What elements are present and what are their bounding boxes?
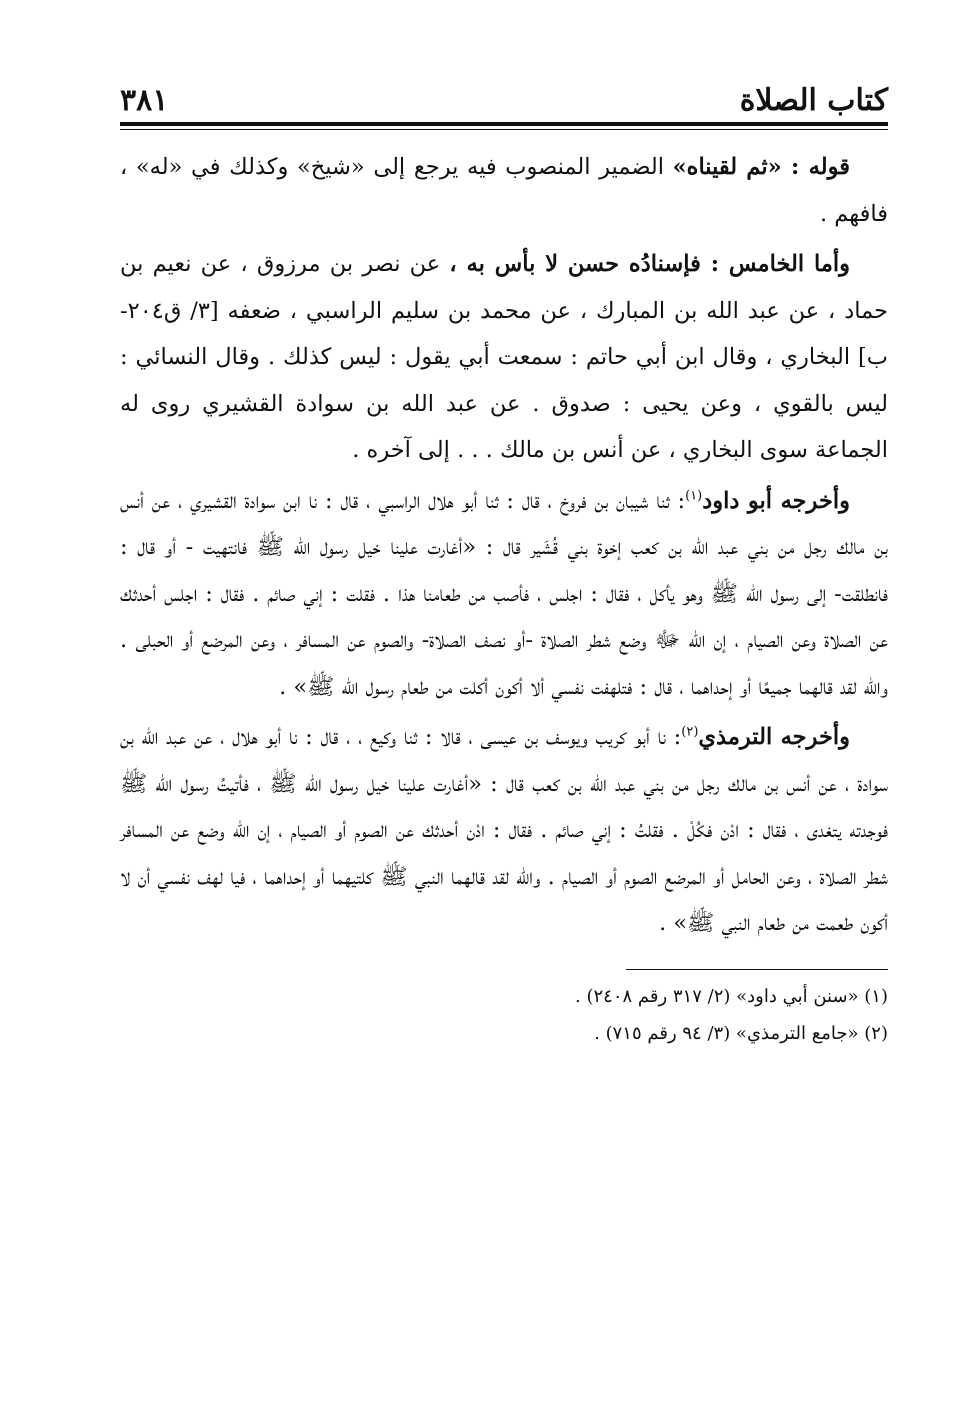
paragraph-lead: وأخرجه أبو داود [702, 487, 850, 514]
footnote-2: (٢) «جامع الترمذي» (٣/ ٩٤ رقم ٧١٥) . [594, 1022, 888, 1044]
paragraph-lead: وأخرجه الترمذي [698, 724, 850, 750]
footnote-ref-2[interactable]: (٢) [681, 724, 699, 740]
paragraph-text: : نا أبو كريب ويوسف بن عيسى ، قالا : ثنا وكيع ، ، قال : نا أبو هلال ، عن عبد الله بن سوادة ، عن أنس بن مالك رجل من بني عبد الله بن كعب قال : «أغارت علينا خيل رسول الله ﷺ ، فأتيتُ رسول الله ﷺ فوجدته يتغدى ، فقال : ادْن فكُلْ . فقلتُ : إني صائم . فقال : ادْن أحدثك عن الصوم أو الصيام ، إن الله وضع عن المسافر شطر الصلاة ، وعن الحامل أو المرضع الصوم أو الصيام . والله لقد قالهما النبي ﷺ كلتيهما أو إحداهما ، فيا لهف نفسي أن لا أكون طعمت من طعام النبي ﷺ» . [120, 724, 888, 936]
footnote-ref-1[interactable]: (١) [685, 488, 703, 503]
page-number: ٣٨١ [120, 83, 169, 118]
paragraph-4 [120, 714, 888, 947]
main-text [120, 144, 888, 947]
paragraph-2 [120, 241, 888, 474]
header-rule-thin [120, 129, 888, 130]
header-rule-thick [120, 122, 888, 126]
footnote-1: (١) «سنن أبي داود» (٢/ ٣١٧ رقم ٢٤٠٨) . [575, 985, 888, 1007]
book-page [120, 70, 888, 1377]
paragraph-1 [120, 144, 888, 237]
paragraph-lead: وأما الخامس : فإسنادُه حسن لا بأس به ، [449, 251, 850, 277]
running-header [120, 70, 888, 116]
paragraph-text: : ثنا شيبان بن فروخ ، قال : ثنا أبو هلال الراسبي ، قال : نا ابن سوادة القشيري ، عن أنس بن مالك رجل من بني عبد الله بن كعب إخوة بني قُشَير قال : «أغارت علينا خيل رسول الله ﷺ فانتهيت - أو قال : فانطلقت- إلى رسول الله ﷺ وهو يأكل ، فقال : اجلس ، فأصب من طعامنا هذا . فقلت : إني صائم . فقال : اجلس أحدثك عن الصلاة وعن الصيام ، إن الله ﷻ وضع شطر الصلاة -أو نصف الصلاة- والصوم عن المسافر ، وعن المرضع أو الحبلى . والله لقد قالهما جميعًا أو إحداهما ، قال : فتلهفت نفسي ألا أكون أكلت من طعام رسول الله ﷺ» . [120, 487, 888, 700]
paragraph-text: الضمير المنصوب فيه يرجع إلى «شيخ» وكذلك في «له» ، فافهم . [120, 154, 888, 227]
paragraph-3 [120, 478, 888, 711]
paragraph-text: عن نصر بن مرزوق ، عن نعيم بن حماد ، عن عبد الله بن المبارك ، عن محمد بن سليم الراسبي ، ضعفه [٣/ ق٢٠٤-ب] البخاري ، وقال ابن أبي حاتم : سمعت أبي يقول : ليس كذلك . وقال النسائي : ليس بالقوي ، وعن يحيى : صدوق . عن عبد الله بن سوادة القشيري روى له الجماعة سوى البخاري ، عن أنس بن مالك . . . إلى آخره . [120, 251, 888, 463]
footnotes [120, 978, 888, 1052]
paragraph-lead: قوله : «ثم لقيناه» [672, 154, 850, 180]
running-title: كتاب الصلاة [739, 83, 888, 118]
footnote-separator [626, 969, 888, 970]
